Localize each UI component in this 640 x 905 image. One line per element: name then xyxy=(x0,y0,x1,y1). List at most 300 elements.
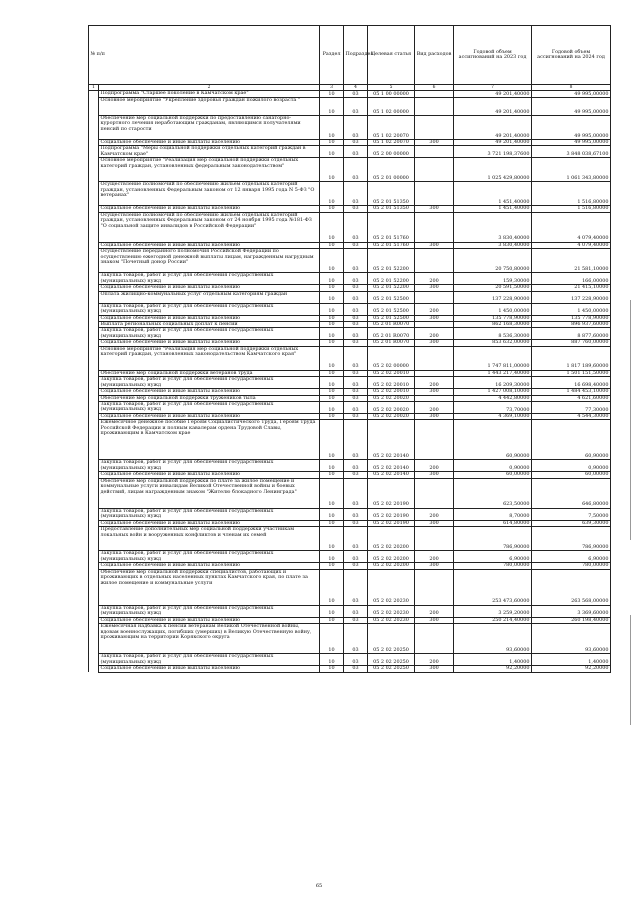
row-2024-cell: 6,90000 xyxy=(532,551,611,563)
row-num-cell xyxy=(89,249,99,273)
row-podrazdel-cell: 03 xyxy=(344,624,368,654)
row-razdel-cell: 10 xyxy=(320,414,344,420)
table-row xyxy=(89,569,611,605)
row-num-cell xyxy=(89,420,99,460)
row-2023-cell: 250 214,40000 xyxy=(454,617,532,623)
row-csr-cell: 05 2 01 51760 xyxy=(368,242,415,248)
row-2023-cell: 60,90000 xyxy=(454,420,532,460)
table-row xyxy=(89,666,611,672)
row-num-cell xyxy=(89,654,99,666)
row-podrazdel-cell: 03 xyxy=(344,478,368,508)
row-razdel-cell: 10 xyxy=(320,322,344,328)
row-razdel-cell: 10 xyxy=(320,551,344,563)
table-row xyxy=(89,478,611,508)
header-razdel: Раздел xyxy=(320,26,344,85)
row-num-cell xyxy=(89,212,99,242)
row-2023-cell: 253 473,60000 xyxy=(454,569,532,605)
row-2024-cell: 1 501 151,50000 xyxy=(532,370,611,376)
row-name-cell: Закупка товаров, работ и услуг для обеспечения государственных (муниципальных) нужд xyxy=(99,508,320,520)
row-razdel-cell: 10 xyxy=(320,98,344,116)
row-csr-cell: 05 2 02 20230 xyxy=(368,569,415,605)
row-num-cell xyxy=(89,569,99,605)
row-2023-cell: 49 201,40000 xyxy=(454,91,532,98)
row-podrazdel-cell: 03 xyxy=(344,273,368,285)
row-podrazdel-cell: 03 xyxy=(344,551,368,563)
row-num-cell xyxy=(89,303,99,315)
row-csr-cell: 05 2 01 52200 xyxy=(368,273,415,285)
row-podrazdel-cell: 03 xyxy=(344,569,368,605)
row-2024-cell: 4 079,40000 xyxy=(532,242,611,248)
row-csr-cell: 05 2 01 52200 xyxy=(368,249,415,273)
row-podrazdel-cell: 03 xyxy=(344,377,368,389)
row-csr-cell: 05 2 02 20020 xyxy=(368,414,415,420)
page-number: 65 xyxy=(315,883,323,889)
row-name-cell: Основное мероприятие "Укрепление здоровья граждан пожилого возраста " xyxy=(99,98,320,116)
row-2024-cell: 60,90000 xyxy=(532,420,611,460)
row-csr-cell: 05 2 01 R0070 xyxy=(368,340,415,346)
row-vr-cell: 200 xyxy=(415,328,454,340)
row-2024-cell: 1 484 453,10000 xyxy=(532,389,611,395)
col-number: 8 xyxy=(532,85,611,91)
header-vr: Вид расходов xyxy=(415,26,454,85)
row-2023-cell: 49 201,40000 xyxy=(454,98,532,116)
row-2024-cell: 60,00000 xyxy=(532,472,611,478)
row-num-cell xyxy=(89,146,99,158)
row-podrazdel-cell: 03 xyxy=(344,98,368,116)
row-vr-cell: 200 xyxy=(415,377,454,389)
row-podrazdel-cell: 03 xyxy=(344,527,368,551)
row-razdel-cell: 10 xyxy=(320,508,344,520)
col-number: 7 xyxy=(454,85,532,91)
row-podrazdel-cell: 03 xyxy=(344,420,368,460)
row-vr-cell: 300 xyxy=(415,242,454,248)
row-name-cell: Выплата региональных социальных доплат к пенсии xyxy=(99,322,320,328)
table-row xyxy=(89,377,611,389)
row-vr-cell xyxy=(415,146,454,158)
col-number: 2 xyxy=(99,85,320,91)
row-num-cell xyxy=(89,98,99,116)
row-vr-cell xyxy=(415,98,454,116)
row-vr-cell: 300 xyxy=(415,389,454,395)
row-razdel-cell: 10 xyxy=(320,328,344,340)
table-body xyxy=(89,91,611,673)
row-2023-cell: 49 201,40000 xyxy=(454,116,532,140)
row-podrazdel-cell: 03 xyxy=(344,340,368,346)
row-name-cell: Ежемесячная надбавка к пенсии ветеранам Великой Отечественной войны, вдовам военнослужащих, погибших (умерших) в Великую Отечественную войну, проживающим на территории Корякского округа xyxy=(99,624,320,654)
row-podrazdel-cell: 03 xyxy=(344,315,368,321)
table-row xyxy=(89,98,611,116)
row-name-cell: Закупка товаров, работ и услуг для обеспечения государственных (муниципальных) нужд xyxy=(99,328,320,340)
row-csr-cell: 05 2 02 20200 xyxy=(368,551,415,563)
row-vr-cell: 300 xyxy=(415,520,454,526)
row-2023-cell: 159,30000 xyxy=(454,273,532,285)
row-vr-cell: 200 xyxy=(415,273,454,285)
row-csr-cell: 05 2 02 20010 xyxy=(368,389,415,395)
row-vr-cell xyxy=(415,346,454,370)
row-2024-cell: 1 516,80000 xyxy=(532,182,611,206)
row-2023-cell: 1 025 429,80000 xyxy=(454,158,532,182)
row-podrazdel-cell: 03 xyxy=(344,414,368,420)
row-vr-cell: 200 xyxy=(415,551,454,563)
row-2024-cell: 135 778,90000 xyxy=(532,315,611,321)
row-vr-cell xyxy=(415,527,454,551)
row-2023-cell: 8,70000 xyxy=(454,508,532,520)
row-name-cell: Закупка товаров, работ и услуг для обеспечения государственных (муниципальных) нужд xyxy=(99,303,320,315)
row-razdel-cell: 10 xyxy=(320,242,344,248)
row-2024-cell: 21 415,10000 xyxy=(532,285,611,291)
row-vr-cell: 300 xyxy=(415,315,454,321)
row-razdel-cell: 10 xyxy=(320,389,344,395)
table-row xyxy=(89,346,611,370)
row-vr-cell: 200 xyxy=(415,508,454,520)
row-vr-cell: 300 xyxy=(415,140,454,146)
row-2024-cell: 1 450,00000 xyxy=(532,303,611,315)
row-podrazdel-cell: 03 xyxy=(344,140,368,146)
row-razdel-cell: 10 xyxy=(320,666,344,672)
row-vr-cell: 300 xyxy=(415,414,454,420)
row-csr-cell: 05 2 02 20190 xyxy=(368,508,415,520)
row-podrazdel-cell: 03 xyxy=(344,322,368,328)
row-podrazdel-cell: 03 xyxy=(344,389,368,395)
row-name-cell: Закупка товаров, работ и услуг для обеспечения государственных (муниципальных) нужд xyxy=(99,605,320,617)
row-2024-cell: 260 198,40000 xyxy=(532,617,611,623)
row-name-cell: Обеспечение мер социальной поддержки по плате за жилое помещение и коммунальные услуги инвалидам Великой Отечественной войны и боевых действий, лицам награжденным знаком "Жителю блокадного Ленинграда" xyxy=(99,478,320,508)
table-row xyxy=(89,527,611,551)
row-name-cell: Социальное обеспечение и иные выплаты населению xyxy=(99,414,320,420)
row-vr-cell xyxy=(415,420,454,460)
row-podrazdel-cell: 03 xyxy=(344,605,368,617)
row-razdel-cell: 10 xyxy=(320,140,344,146)
row-2024-cell: 7,50000 xyxy=(532,508,611,520)
row-vr-cell xyxy=(415,624,454,654)
row-2024-cell: 786,90000 xyxy=(532,527,611,551)
row-num-cell xyxy=(89,666,99,672)
row-razdel-cell: 10 xyxy=(320,395,344,401)
header-2024: Годовой объем ассигнований на 2024 год xyxy=(532,26,611,85)
row-vr-cell: 300 xyxy=(415,340,454,346)
row-vr-cell: 200 xyxy=(415,654,454,666)
row-name-cell: Закупка товаров, работ и услуг для обеспечения государственных (муниципальных) нужд xyxy=(99,460,320,472)
row-2024-cell: 49 995,00000 xyxy=(532,140,611,146)
row-name-cell: Социальное обеспечение и иные выплаты населению xyxy=(99,617,320,623)
row-vr-cell xyxy=(415,291,454,303)
table-row xyxy=(89,624,611,654)
row-name-cell: Ежемесячное денежное пособие Героям Социалистического Труда, Героям Труда Российской Федерации и полным кавалерам ордена Трудовой Славы, проживающим в Камчатском крае xyxy=(99,420,320,460)
row-vr-cell: 200 xyxy=(415,303,454,315)
row-razdel-cell: 10 xyxy=(320,617,344,623)
row-2023-cell: 3 830,40000 xyxy=(454,212,532,242)
row-2023-cell: 1 747 811,00000 xyxy=(454,346,532,370)
row-name-cell: Оплата жилищно-коммунальных услуг отдельным категориям граждан xyxy=(99,291,320,303)
row-vr-cell: 300 xyxy=(415,472,454,478)
row-num-cell xyxy=(89,478,99,508)
row-razdel-cell: 10 xyxy=(320,520,344,526)
row-razdel-cell: 10 xyxy=(320,340,344,346)
col-number: 5 xyxy=(368,85,415,91)
row-vr-cell: 200 xyxy=(415,460,454,472)
row-csr-cell: 05 2 02 20230 xyxy=(368,617,415,623)
row-csr-cell: 05 2 02 20020 xyxy=(368,402,415,414)
row-csr-cell: 05 2 01 R0070 xyxy=(368,322,415,328)
row-num-cell xyxy=(89,116,99,140)
row-2024-cell: 4 621,60000 xyxy=(532,395,611,401)
row-podrazdel-cell: 03 xyxy=(344,182,368,206)
row-csr-cell: 05 2 01 52500 xyxy=(368,303,415,315)
row-name-cell: Социальное обеспечение и иные выплаты населению xyxy=(99,315,320,321)
row-2023-cell: 20 750,80000 xyxy=(454,249,532,273)
row-csr-cell: 05 2 02 20200 xyxy=(368,527,415,551)
row-podrazdel-cell: 03 xyxy=(344,303,368,315)
row-vr-cell xyxy=(415,116,454,140)
row-name-cell: Подпрограмма "Старшее поколение в Камчатском крае" xyxy=(99,91,320,98)
row-name-cell: Социальное обеспечение и иные выплаты населению xyxy=(99,520,320,526)
row-name-cell: Социальное обеспечение и иные выплаты населению xyxy=(99,340,320,346)
row-2024-cell: 93,60000 xyxy=(532,624,611,654)
table-row xyxy=(89,420,611,460)
row-csr-cell: 05 2 02 20250 xyxy=(368,666,415,672)
row-razdel-cell: 10 xyxy=(320,420,344,460)
row-razdel-cell: 10 xyxy=(320,472,344,478)
row-2023-cell: 93,60000 xyxy=(454,624,532,654)
row-podrazdel-cell: 03 xyxy=(344,402,368,414)
row-razdel-cell: 10 xyxy=(320,116,344,140)
row-vr-cell: 300 xyxy=(415,206,454,212)
table-row xyxy=(89,146,611,158)
row-podrazdel-cell: 03 xyxy=(344,91,368,98)
row-num-cell xyxy=(89,158,99,182)
row-2023-cell: 623,50000 xyxy=(454,478,532,508)
row-razdel-cell: 10 xyxy=(320,654,344,666)
row-2023-cell: 49 201,40000 xyxy=(454,140,532,146)
row-csr-cell: 05 2 02 20250 xyxy=(368,654,415,666)
table-row xyxy=(89,551,611,563)
row-vr-cell xyxy=(415,212,454,242)
row-csr-cell: 05 2 01 52500 xyxy=(368,291,415,303)
row-2023-cell: 8 536,30000 xyxy=(454,328,532,340)
row-podrazdel-cell: 03 xyxy=(344,346,368,370)
row-2023-cell: 73,70000 xyxy=(454,402,532,414)
row-2024-cell: 166,00000 xyxy=(532,273,611,285)
row-name-cell: Социальное обеспечение и иные выплаты населению xyxy=(99,206,320,212)
row-name-cell: Закупка товаров, работ и услуг для обеспечения государственных (муниципальных) нужд xyxy=(99,551,320,563)
row-2023-cell: 1 427 008,10000 xyxy=(454,389,532,395)
row-csr-cell: 05 1 02 00000 xyxy=(368,98,415,116)
row-csr-cell: 05 2 02 20020 xyxy=(368,395,415,401)
row-razdel-cell: 10 xyxy=(320,91,344,98)
row-csr-cell: 05 2 01 00000 xyxy=(368,158,415,182)
scan-edge-line xyxy=(630,300,631,540)
table-row xyxy=(89,273,611,285)
header-podrazdel: Подраздел xyxy=(344,26,368,85)
row-2024-cell: 896 937,60000 xyxy=(532,322,611,328)
row-2023-cell: 614,80000 xyxy=(454,520,532,526)
row-podrazdel-cell: 03 xyxy=(344,563,368,569)
header-row xyxy=(89,26,611,85)
row-name-cell: Обеспечение мер социальной поддержки ветеранов труда xyxy=(99,370,320,376)
row-2023-cell: 0,90000 xyxy=(454,460,532,472)
row-name-cell: Обеспечение мер социальной поддержки по предоставлению санаторно-курортного лечения неработающим гражданам, являющимся получателями пенсий по старости xyxy=(99,116,320,140)
row-csr-cell: 05 2 01 52500 xyxy=(368,315,415,321)
row-2024-cell: 4 079,40000 xyxy=(532,212,611,242)
row-name-cell: Закупка товаров, работ и услуг для обеспечения государственных (муниципальных) нужд xyxy=(99,402,320,414)
row-name-cell: Закупка товаров, работ и услуг для обеспечения государственных (муниципальных) нужд xyxy=(99,273,320,285)
col-number: 3 xyxy=(320,85,344,91)
row-razdel-cell: 10 xyxy=(320,460,344,472)
table-row xyxy=(89,654,611,666)
row-num-cell xyxy=(89,182,99,206)
row-podrazdel-cell: 03 xyxy=(344,291,368,303)
row-2023-cell: 862 168,30000 xyxy=(454,322,532,328)
row-2024-cell: 21 581,10000 xyxy=(532,249,611,273)
row-2023-cell: 60,00000 xyxy=(454,472,532,478)
row-razdel-cell: 10 xyxy=(320,146,344,158)
row-2023-cell: 4 442,80000 xyxy=(454,395,532,401)
row-name-cell: Социальное обеспечение и иные выплаты населению xyxy=(99,140,320,146)
row-razdel-cell: 10 xyxy=(320,303,344,315)
row-2024-cell: 1 061 343,80000 xyxy=(532,158,611,182)
row-2023-cell: 137 228,90000 xyxy=(454,291,532,303)
row-podrazdel-cell: 03 xyxy=(344,146,368,158)
row-num-cell xyxy=(89,346,99,370)
row-csr-cell: 05 1 00 00000 xyxy=(368,91,415,98)
row-podrazdel-cell: 03 xyxy=(344,242,368,248)
row-csr-cell: 05 2 01 R0070 xyxy=(368,328,415,340)
row-podrazdel-cell: 03 xyxy=(344,249,368,273)
row-2024-cell: 1 516,80000 xyxy=(532,206,611,212)
row-csr-cell: 05 2 02 20140 xyxy=(368,460,415,472)
row-2024-cell: 1 817 189,60000 xyxy=(532,346,611,370)
row-podrazdel-cell: 03 xyxy=(344,654,368,666)
row-2023-cell: 1 451,40000 xyxy=(454,182,532,206)
table-row xyxy=(89,182,611,206)
row-razdel-cell: 10 xyxy=(320,478,344,508)
table-row xyxy=(89,303,611,315)
row-2024-cell: 92,20000 xyxy=(532,666,611,672)
row-csr-cell: 05 2 00 00000 xyxy=(368,146,415,158)
row-vr-cell xyxy=(415,91,454,98)
row-num-cell xyxy=(89,291,99,303)
row-csr-cell: 05 2 02 00000 xyxy=(368,346,415,370)
row-name-cell: Закупка товаров, работ и услуг для обеспечения государственных (муниципальных) нужд xyxy=(99,654,320,666)
row-2024-cell: 137 228,90000 xyxy=(532,291,611,303)
table-row xyxy=(89,508,611,520)
row-vr-cell: 300 xyxy=(415,285,454,291)
row-2023-cell: 1 443 217,40000 xyxy=(454,370,532,376)
row-2023-cell: 20 591,50000 xyxy=(454,285,532,291)
row-num-cell xyxy=(89,508,99,520)
row-2023-cell: 4 369,10000 xyxy=(454,414,532,420)
row-razdel-cell: 10 xyxy=(320,315,344,321)
row-csr-cell: 05 2 02 20010 xyxy=(368,377,415,389)
row-csr-cell: 05 2 02 20140 xyxy=(368,420,415,460)
row-razdel-cell: 10 xyxy=(320,249,344,273)
row-razdel-cell: 10 xyxy=(320,285,344,291)
col-number: 6 xyxy=(415,85,454,91)
table-row xyxy=(89,249,611,273)
row-podrazdel-cell: 03 xyxy=(344,617,368,623)
row-razdel-cell: 10 xyxy=(320,212,344,242)
row-2024-cell: 3 369,60000 xyxy=(532,605,611,617)
row-2024-cell: 780,00000 xyxy=(532,563,611,569)
row-2023-cell: 1 450,00000 xyxy=(454,303,532,315)
scan-edge-line xyxy=(630,615,631,725)
row-podrazdel-cell: 03 xyxy=(344,395,368,401)
table-row xyxy=(89,291,611,303)
row-num-cell xyxy=(89,551,99,563)
row-2024-cell: 0,90000 xyxy=(532,460,611,472)
row-2023-cell: 3 830,40000 xyxy=(454,242,532,248)
col-number: 4 xyxy=(344,85,368,91)
row-2023-cell: 1 451,40000 xyxy=(454,206,532,212)
row-num-cell xyxy=(89,402,99,414)
header-csr: Целевая статья xyxy=(368,26,415,85)
row-name-cell: Закупка товаров, работ и услуг для обеспечения государственных (муниципальных) нужд xyxy=(99,377,320,389)
row-razdel-cell: 10 xyxy=(320,370,344,376)
row-2024-cell: 3 848 038,67100 xyxy=(532,146,611,158)
row-2023-cell: 6,90000 xyxy=(454,551,532,563)
row-razdel-cell: 10 xyxy=(320,273,344,285)
row-vr-cell: 300 xyxy=(415,617,454,623)
row-name-cell: Осуществление переданного полномочия Российской Федерации по осуществлению ежегодной денежной выплаты лицам, награжденным нагрудным знаком "Почетный донор России" xyxy=(99,249,320,273)
row-2023-cell: 16 209,30000 xyxy=(454,377,532,389)
row-2023-cell: 853 632,00000 xyxy=(454,340,532,346)
row-name-cell: Основное мероприятие "Реализация мер социальной поддержки отдельных категорий граждан, установленных федеральным законодательством" xyxy=(99,158,320,182)
row-num-cell xyxy=(89,624,99,654)
row-csr-cell: 05 2 02 20190 xyxy=(368,478,415,508)
row-razdel-cell: 10 xyxy=(320,158,344,182)
row-podrazdel-cell: 03 xyxy=(344,370,368,376)
row-2024-cell: 49 995,00000 xyxy=(532,98,611,116)
row-podrazdel-cell: 03 xyxy=(344,508,368,520)
row-2024-cell: 263 568,00000 xyxy=(532,569,611,605)
row-num-cell xyxy=(89,328,99,340)
row-podrazdel-cell: 03 xyxy=(344,285,368,291)
row-2024-cell: 49 995,00000 xyxy=(532,116,611,140)
row-vr-cell: 300 xyxy=(415,563,454,569)
row-num-cell xyxy=(89,527,99,551)
row-csr-cell: 05 2 02 20140 xyxy=(368,472,415,478)
row-2024-cell: 887 760,00000 xyxy=(532,340,611,346)
row-2023-cell: 1,40000 xyxy=(454,654,532,666)
row-csr-cell: 05 2 02 20250 xyxy=(368,624,415,654)
row-name-cell: Социальное обеспечение и иные выплаты населению xyxy=(99,242,320,248)
row-name-cell: Основное мероприятие "Реализация мер социальной поддержки отдельных категорий граждан, установленных законодательством Камчатского края" xyxy=(99,346,320,370)
row-podrazdel-cell: 03 xyxy=(344,520,368,526)
row-csr-cell: 05 2 02 20010 xyxy=(368,370,415,376)
row-podrazdel-cell: 03 xyxy=(344,472,368,478)
row-vr-cell xyxy=(415,182,454,206)
row-csr-cell: 05 2 01 51350 xyxy=(368,182,415,206)
row-podrazdel-cell: 03 xyxy=(344,328,368,340)
row-razdel-cell: 10 xyxy=(320,569,344,605)
table-row xyxy=(89,605,611,617)
row-name-cell: Социальное обеспечение и иные выплаты населению xyxy=(99,389,320,395)
row-2024-cell: 16 698,40000 xyxy=(532,377,611,389)
budget-table-sheet xyxy=(88,25,610,673)
row-razdel-cell: 10 xyxy=(320,182,344,206)
row-podrazdel-cell: 03 xyxy=(344,212,368,242)
row-razdel-cell: 10 xyxy=(320,206,344,212)
row-2023-cell: 3 259,20000 xyxy=(454,605,532,617)
row-vr-cell: 200 xyxy=(415,605,454,617)
table-row xyxy=(89,402,611,414)
row-razdel-cell: 10 xyxy=(320,346,344,370)
header-2023: Годовой объем ассигнований на 2023 год xyxy=(454,26,532,85)
row-2024-cell: 8 877,60000 xyxy=(532,328,611,340)
row-podrazdel-cell: 03 xyxy=(344,460,368,472)
row-razdel-cell: 10 xyxy=(320,527,344,551)
row-num-cell xyxy=(89,605,99,617)
